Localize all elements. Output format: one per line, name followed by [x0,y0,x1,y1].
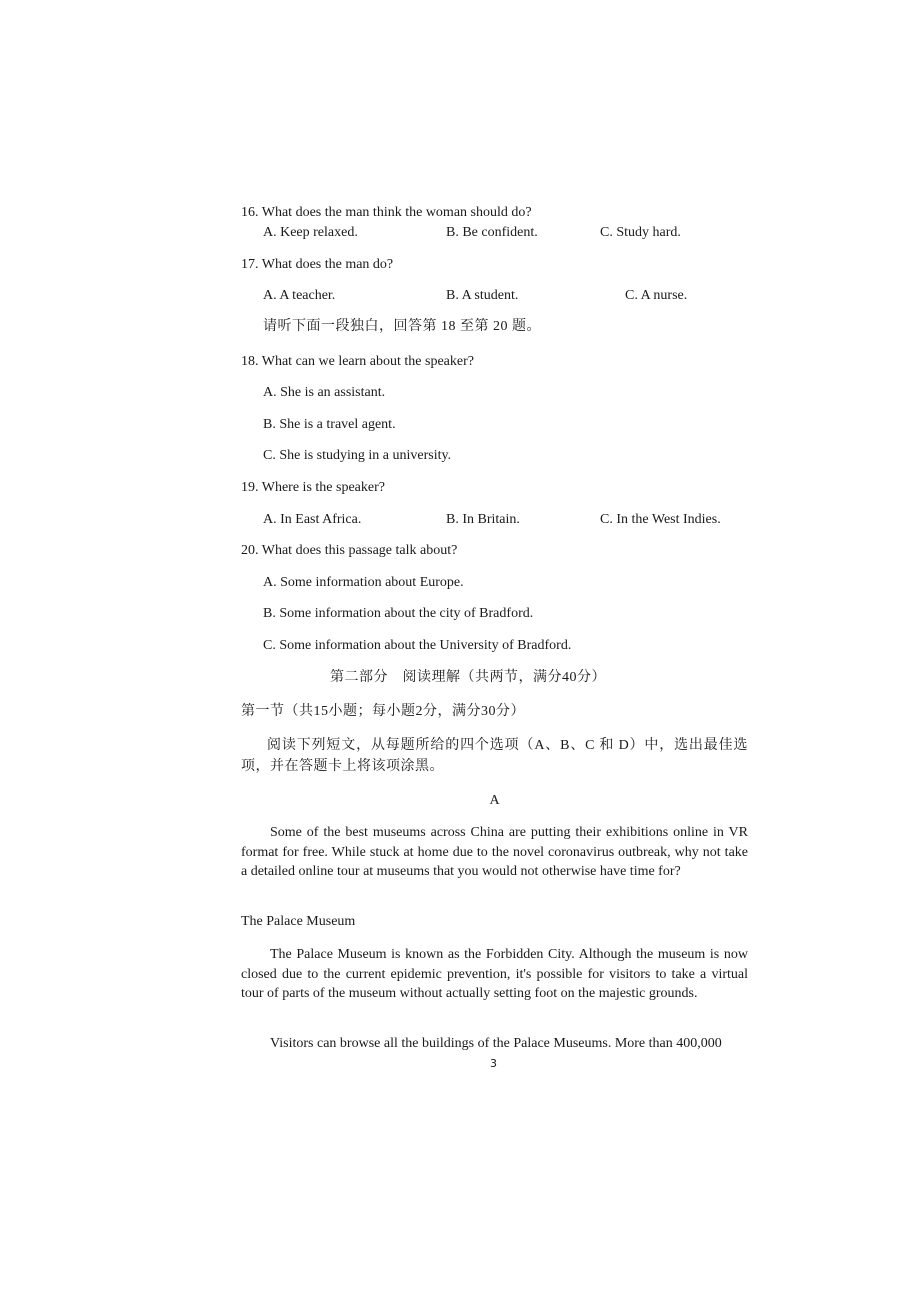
q19-option-c: C. In the West Indies. [600,512,721,527]
q19-option-b: B. In Britain. [446,512,520,527]
q18-option-b: B. She is a travel agent. [263,417,396,432]
question-20: 20. What does this passage talk about? [241,543,458,558]
subheading-palace-museum: The Palace Museum [241,914,356,929]
q20-option-b: B. Some information about the city of Bradford. [263,606,534,621]
passage-letter: A [489,793,500,808]
q20-option-c: C. Some information about the University of Bradford. [263,638,572,653]
passage-paragraph-3: Visitors can browse all the buildings of the Palace Museums. More than 400,000 [270,1036,722,1051]
passage-paragraph-2: The Palace Museum is known as the Forbidden City. Although the museum is now closed due to the current epidemic prevention, it's possible for visitors to take a virtual tour of parts of the museum without actually setting foot on the majestic grounds. [241,947,748,1001]
q18-option-c: C. She is studying in a university. [263,448,452,463]
question-16: 16. What does the man think the woman should do? [241,205,532,220]
q17-option-b: B. A student. [446,288,519,303]
passage-paragraph-1: Some of the best museums across China are putting their exhibitions online in VR format for free. While stuck at home due to the novel coronavirus outbreak, why not take a detailed online tour at museums that you would not otherwise have time for? [241,825,748,879]
q19-option-a: A. In East Africa. [263,512,362,527]
q17-option-a: A. A teacher. [263,288,336,303]
q16-option-c: C. Study hard. [600,225,681,240]
q16-option-b: B. Be confident. [446,225,538,240]
section1-instruction: 阅读下列短文，从每题所给的四个选项（A、B、C 和 D）中，选出最佳选项，并在答题卡上将该项涂黑。 [241,738,748,774]
q18-option-a: A. She is an assistant. [263,385,386,400]
instruction-18-20: 请听下面一段独白，回答第 18 至第 20 题。 [263,319,541,334]
question-17: 17. What does the man do? [241,257,394,272]
part2-title: 第二部分 阅读理解（共两节，满分40分） [330,670,606,685]
q20-option-a: A. Some information about Europe. [263,575,464,590]
question-19: 19. Where is the speaker? [241,480,385,495]
q17-option-c: C. A nurse. [625,288,688,303]
page-number: 3 [490,1057,497,1070]
q16-option-a: A. Keep relaxed. [263,225,358,240]
question-18: 18. What can we learn about the speaker? [241,354,474,369]
section1-title: 第一节（共15小题；每小题2分，满分30分） [241,704,525,719]
